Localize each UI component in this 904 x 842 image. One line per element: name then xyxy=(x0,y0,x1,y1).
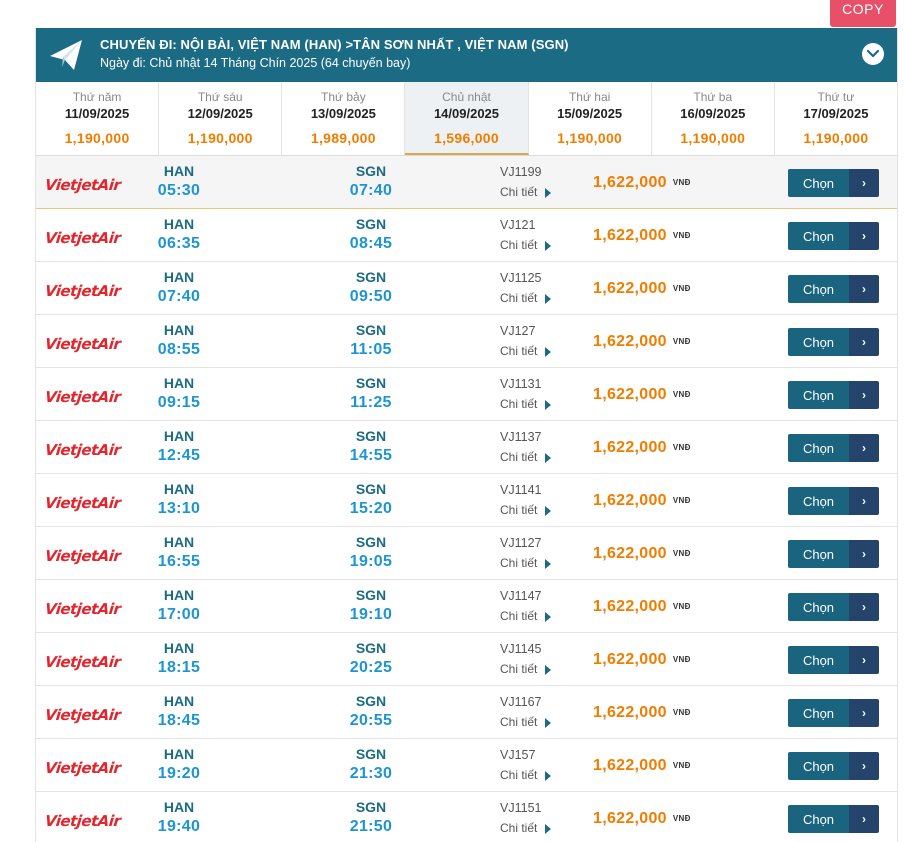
fare-amount: 1,622,000 xyxy=(593,280,667,297)
select-label: Chọn xyxy=(788,752,849,780)
flight-results-panel xyxy=(35,28,898,842)
select-label: Chọn xyxy=(788,434,849,462)
departure xyxy=(146,587,212,624)
arrival-airport: SGN xyxy=(355,799,387,815)
caret-right-icon xyxy=(545,188,551,198)
date-tab[interactable] xyxy=(282,82,405,155)
flight-number: VJ121 xyxy=(500,218,536,232)
flight-details-link[interactable] xyxy=(500,238,551,252)
arrival-time: 21:50 xyxy=(349,818,393,835)
caret-right-icon xyxy=(545,612,551,622)
select-flight-button[interactable] xyxy=(788,805,879,833)
vietjet-air-logo: VietjetAir xyxy=(44,600,122,618)
fare xyxy=(593,545,691,563)
lowest-price: 1,989,000 xyxy=(310,130,376,146)
chevron-down-icon[interactable] xyxy=(862,43,884,65)
select-flight-button[interactable] xyxy=(788,540,879,568)
flight-details-link[interactable] xyxy=(500,609,551,623)
departure-time: 17:00 xyxy=(157,606,201,623)
flight-row xyxy=(36,739,897,792)
select-label: Chọn xyxy=(788,381,849,409)
flight-row xyxy=(36,792,897,842)
vietjet-air-logo: VietjetAir xyxy=(44,706,122,724)
departure xyxy=(146,375,212,412)
select-label: Chọn xyxy=(788,275,849,303)
currency: VNĐ xyxy=(672,443,691,453)
fare xyxy=(593,810,691,828)
arrival xyxy=(338,481,404,518)
caret-right-icon xyxy=(545,294,551,304)
lowest-price: 1,190,000 xyxy=(803,130,869,146)
caret-right-icon xyxy=(545,347,551,357)
select-flight-button[interactable] xyxy=(788,593,879,621)
details-label: Chi tiết xyxy=(500,821,538,835)
currency: VNĐ xyxy=(672,496,691,506)
currency: VNĐ xyxy=(672,549,691,559)
departure xyxy=(146,428,212,465)
date-value: 16/09/2025 xyxy=(680,106,746,121)
fare-amount: 1,622,000 xyxy=(593,810,667,827)
arrival-airport: SGN xyxy=(355,640,387,656)
select-flight-button[interactable] xyxy=(788,169,879,197)
arrival-airport: SGN xyxy=(355,269,387,285)
arrival-time: 20:55 xyxy=(349,712,393,729)
chevron-right-icon: › xyxy=(849,752,879,780)
vietjet-air-logo: VietjetAir xyxy=(44,759,122,777)
date-tab[interactable] xyxy=(159,82,282,155)
flight-details-link[interactable] xyxy=(500,185,551,199)
select-label: Chọn xyxy=(788,593,849,621)
fare xyxy=(593,757,691,775)
arrival xyxy=(338,269,404,306)
date-value: 17/09/2025 xyxy=(803,106,869,121)
vietjet-air-logo: VietjetAir xyxy=(44,388,122,406)
chevron-right-icon: › xyxy=(849,646,879,674)
select-flight-button[interactable] xyxy=(788,646,879,674)
vietjet-air-logo: VietjetAir xyxy=(44,547,122,565)
flight-row xyxy=(36,580,897,633)
flight-details-link[interactable] xyxy=(500,291,551,305)
departure-airport: HAN xyxy=(163,693,195,709)
departure-time: 08:55 xyxy=(157,341,201,358)
flight-number: VJ1137 xyxy=(500,430,542,444)
caret-right-icon xyxy=(545,241,551,251)
flight-number: VJ1125 xyxy=(500,271,542,285)
fare-amount: 1,622,000 xyxy=(593,598,667,615)
departure xyxy=(146,693,212,730)
details-label: Chi tiết xyxy=(500,609,538,623)
arrival-time: 19:05 xyxy=(349,553,393,570)
departure xyxy=(146,163,212,200)
details-label: Chi tiết xyxy=(500,344,538,358)
flight-row xyxy=(36,315,897,368)
arrival-time: 21:30 xyxy=(349,765,393,782)
fare xyxy=(593,227,691,245)
arrival-airport: SGN xyxy=(355,587,387,603)
lowest-price: 1,190,000 xyxy=(680,130,746,146)
arrival-airport: SGN xyxy=(355,216,387,232)
arrival-time: 11:05 xyxy=(350,341,392,358)
day-of-week: Thứ năm xyxy=(72,90,122,104)
fare xyxy=(593,333,691,351)
select-label: Chọn xyxy=(788,222,849,250)
departure-airport: HAN xyxy=(163,322,195,338)
chevron-right-icon: › xyxy=(849,699,879,727)
date-tab[interactable] xyxy=(36,82,159,155)
chevron-right-icon: › xyxy=(849,487,879,515)
date-tab[interactable] xyxy=(775,82,897,155)
arrival-time: 08:45 xyxy=(349,235,393,252)
departure xyxy=(146,481,212,518)
caret-right-icon xyxy=(545,453,551,463)
departure-time: 06:35 xyxy=(157,235,201,252)
arrival-airport: SGN xyxy=(355,534,387,550)
select-label: Chọn xyxy=(788,328,849,356)
arrival-time: 11:25 xyxy=(350,394,392,411)
arrival xyxy=(338,746,404,783)
arrival-airport: SGN xyxy=(355,375,387,391)
flight-row xyxy=(36,156,897,209)
currency: VNĐ xyxy=(672,231,691,241)
select-label: Chọn xyxy=(788,805,849,833)
flight-details-link[interactable] xyxy=(500,450,551,464)
date-value: 14/09/2025 xyxy=(433,106,500,121)
flight-number: VJ1145 xyxy=(500,642,542,656)
caret-right-icon xyxy=(545,559,551,569)
vietjet-air-logo: VietjetAir xyxy=(44,653,122,671)
flight-number: VJ1141 xyxy=(500,483,542,497)
departure xyxy=(146,746,212,783)
flight-row xyxy=(36,421,897,474)
flight-number: VJ127 xyxy=(500,324,536,338)
departure xyxy=(146,269,212,306)
departure-time: 18:45 xyxy=(157,712,201,729)
select-flight-button[interactable] xyxy=(788,434,879,462)
details-label: Chi tiết xyxy=(500,768,538,782)
fare-amount: 1,622,000 xyxy=(593,545,667,562)
caret-right-icon xyxy=(545,771,551,781)
vietjet-air-logo: VietjetAir xyxy=(44,441,122,459)
arrival xyxy=(338,216,404,253)
fare xyxy=(593,280,691,298)
arrival xyxy=(338,163,404,200)
day-of-week: Thứ bảy xyxy=(320,90,366,104)
route-header xyxy=(36,28,897,82)
fare xyxy=(593,439,691,457)
fare xyxy=(593,174,691,192)
flight-details-link[interactable] xyxy=(500,715,551,729)
select-flight-button[interactable] xyxy=(788,381,879,409)
departure xyxy=(146,640,212,677)
paper-plane-icon xyxy=(48,38,84,72)
chevron-right-icon: › xyxy=(849,381,879,409)
caret-right-icon xyxy=(545,824,551,834)
select-flight-button[interactable] xyxy=(788,752,879,780)
flight-row xyxy=(36,527,897,580)
arrival xyxy=(338,534,404,571)
date-selector xyxy=(36,82,897,156)
arrival xyxy=(338,587,404,624)
details-label: Chi tiết xyxy=(500,556,538,570)
fare xyxy=(593,598,691,616)
arrival-time: 07:40 xyxy=(349,182,393,199)
route-title: CHUYẾN ĐI: NỘI BÀI, VIỆT NAM (HAN) >TÂN SƠN NHẤT , VIỆT NAM (SGN) xyxy=(100,37,569,52)
departure-airport: HAN xyxy=(163,269,195,285)
flight-row xyxy=(36,474,897,527)
fare xyxy=(593,651,691,669)
select-label: Chọn xyxy=(788,646,849,674)
arrival-time: 14:55 xyxy=(349,447,393,464)
fare xyxy=(593,386,691,404)
arrival-time: 20:25 xyxy=(349,659,393,676)
fare-amount: 1,622,000 xyxy=(593,386,667,403)
date-value: 15/09/2025 xyxy=(557,106,623,121)
chevron-right-icon: › xyxy=(849,169,879,197)
fare-amount: 1,622,000 xyxy=(593,492,667,509)
chevron-right-icon: › xyxy=(849,434,879,462)
flight-number: VJ157 xyxy=(500,748,536,762)
flight-details-link[interactable] xyxy=(500,344,551,358)
date-tab[interactable] xyxy=(529,82,652,155)
lowest-price: 1,190,000 xyxy=(64,130,130,146)
chevron-right-icon: › xyxy=(849,275,879,303)
arrival xyxy=(338,693,404,730)
fare-amount: 1,622,000 xyxy=(593,704,667,721)
route-date: Ngày đi: Chủ nhật 14 Tháng Chín 2025 (64 chuyến bay) xyxy=(100,56,411,70)
departure xyxy=(146,216,212,253)
departure-airport: HAN xyxy=(163,428,195,444)
caret-right-icon xyxy=(545,506,551,516)
fare xyxy=(593,492,691,510)
chevron-right-icon: › xyxy=(849,328,879,356)
flight-row xyxy=(36,368,897,421)
flight-row xyxy=(36,262,897,315)
departure-time: 05:30 xyxy=(157,182,201,199)
arrival xyxy=(338,799,404,836)
chevron-right-icon: › xyxy=(849,593,879,621)
select-flight-button[interactable] xyxy=(788,222,879,250)
arrival-airport: SGN xyxy=(355,746,387,762)
select-label: Chọn xyxy=(788,540,849,568)
caret-right-icon xyxy=(545,400,551,410)
chevron-right-icon: › xyxy=(849,805,879,833)
arrival xyxy=(338,428,404,465)
departure-airport: HAN xyxy=(163,481,195,497)
currency: VNĐ xyxy=(672,284,691,294)
departure xyxy=(146,322,212,359)
fare-amount: 1,622,000 xyxy=(593,333,667,350)
flight-number: VJ1167 xyxy=(500,695,542,709)
details-label: Chi tiết xyxy=(500,503,538,517)
caret-right-icon xyxy=(545,718,551,728)
flight-row xyxy=(36,686,897,739)
fare-amount: 1,622,000 xyxy=(593,439,667,456)
select-flight-button[interactable] xyxy=(788,328,879,356)
currency: VNĐ xyxy=(672,655,691,665)
flight-details-link[interactable] xyxy=(500,556,551,570)
details-label: Chi tiết xyxy=(500,450,538,464)
departure-airport: HAN xyxy=(163,799,195,815)
flight-details-link[interactable] xyxy=(500,503,551,517)
fare-amount: 1,622,000 xyxy=(593,227,667,244)
flight-number: VJ1127 xyxy=(500,536,542,550)
date-tab[interactable] xyxy=(405,82,528,155)
date-value: 11/09/2025 xyxy=(64,106,130,121)
arrival-airport: SGN xyxy=(355,428,387,444)
vietjet-air-logo: VietjetAir xyxy=(44,812,122,830)
departure-time: 16:55 xyxy=(157,553,201,570)
select-flight-button[interactable] xyxy=(788,275,879,303)
lowest-price: 1,190,000 xyxy=(557,130,623,146)
select-flight-button[interactable] xyxy=(788,487,879,515)
chevron-right-icon: › xyxy=(849,540,879,568)
details-label: Chi tiết xyxy=(500,662,538,676)
select-label: Chọn xyxy=(788,699,849,727)
day-of-week: Thứ sáu xyxy=(197,90,243,104)
departure-time: 18:15 xyxy=(157,659,201,676)
details-label: Chi tiết xyxy=(500,185,538,199)
currency: VNĐ xyxy=(672,761,691,771)
lowest-price: 1,596,000 xyxy=(434,130,499,146)
date-value: 13/09/2025 xyxy=(310,106,376,121)
details-label: Chi tiết xyxy=(500,397,538,411)
departure-airport: HAN xyxy=(163,375,195,391)
departure-time: 09:15 xyxy=(157,394,201,411)
flight-list xyxy=(36,156,897,842)
date-value: 12/09/2025 xyxy=(187,106,253,121)
currency: VNĐ xyxy=(672,602,691,612)
day-of-week: Chủ nhật xyxy=(442,90,491,104)
vietjet-air-logo: VietjetAir xyxy=(44,494,122,512)
lowest-price: 1,190,000 xyxy=(187,130,253,146)
currency: VNĐ xyxy=(672,390,691,400)
fare-amount: 1,622,000 xyxy=(593,651,667,668)
arrival-airport: SGN xyxy=(355,481,387,497)
flight-row xyxy=(36,209,897,262)
departure-time: 19:20 xyxy=(157,765,201,782)
flight-details-link[interactable] xyxy=(500,821,551,835)
day-of-week: Thứ ba xyxy=(693,90,733,104)
departure-airport: HAN xyxy=(163,587,195,603)
departure-airport: HAN xyxy=(163,163,195,179)
arrival-airport: SGN xyxy=(355,322,387,338)
currency: VNĐ xyxy=(672,708,691,718)
vietjet-air-logo: VietjetAir xyxy=(44,335,122,353)
departure-time: 19:40 xyxy=(157,818,201,835)
currency: VNĐ xyxy=(672,178,691,188)
arrival-airport: SGN xyxy=(355,693,387,709)
departure-airport: HAN xyxy=(163,640,195,656)
vietjet-air-logo: VietjetAir xyxy=(44,229,122,247)
arrival xyxy=(338,640,404,677)
departure-airport: HAN xyxy=(163,534,195,550)
fare-amount: 1,622,000 xyxy=(593,757,667,774)
departure-airport: HAN xyxy=(163,746,195,762)
arrival-time: 19:10 xyxy=(349,606,393,623)
flight-number: VJ1131 xyxy=(500,377,542,391)
flight-details-link[interactable] xyxy=(500,768,551,782)
arrival-airport: SGN xyxy=(355,163,387,179)
select-flight-button[interactable] xyxy=(788,699,879,727)
date-tab[interactable] xyxy=(652,82,775,155)
flight-details-link[interactable] xyxy=(500,397,551,411)
copy-button[interactable]: COPY xyxy=(830,0,896,27)
details-label: Chi tiết xyxy=(500,291,538,305)
details-label: Chi tiết xyxy=(500,238,538,252)
arrival xyxy=(338,375,404,412)
caret-right-icon xyxy=(545,665,551,675)
vietjet-air-logo: VietjetAir xyxy=(44,176,122,194)
flight-number: VJ1147 xyxy=(500,589,542,603)
arrival-time: 09:50 xyxy=(349,288,393,305)
currency: VNĐ xyxy=(672,337,691,347)
fare-amount: 1,622,000 xyxy=(593,174,667,191)
arrival xyxy=(338,322,404,359)
departure-time: 13:10 xyxy=(157,500,201,517)
departure-time: 12:45 xyxy=(157,447,201,464)
flight-row xyxy=(36,633,897,686)
vietjet-air-logo: VietjetAir xyxy=(44,282,122,300)
select-label: Chọn xyxy=(788,487,849,515)
day-of-week: Thứ tư xyxy=(817,90,855,104)
day-of-week: Thứ hai xyxy=(568,90,611,104)
flight-number: VJ1199 xyxy=(500,165,542,179)
fare xyxy=(593,704,691,722)
currency: VNĐ xyxy=(672,814,691,824)
departure-time: 07:40 xyxy=(157,288,201,305)
select-label: Chọn xyxy=(788,169,849,197)
flight-details-link[interactable] xyxy=(500,662,551,676)
details-label: Chi tiết xyxy=(500,715,538,729)
departure-airport: HAN xyxy=(163,216,195,232)
chevron-right-icon: › xyxy=(849,222,879,250)
departure xyxy=(146,534,212,571)
departure xyxy=(146,799,212,836)
flight-number: VJ1151 xyxy=(500,801,542,815)
arrival-time: 15:20 xyxy=(349,500,393,517)
